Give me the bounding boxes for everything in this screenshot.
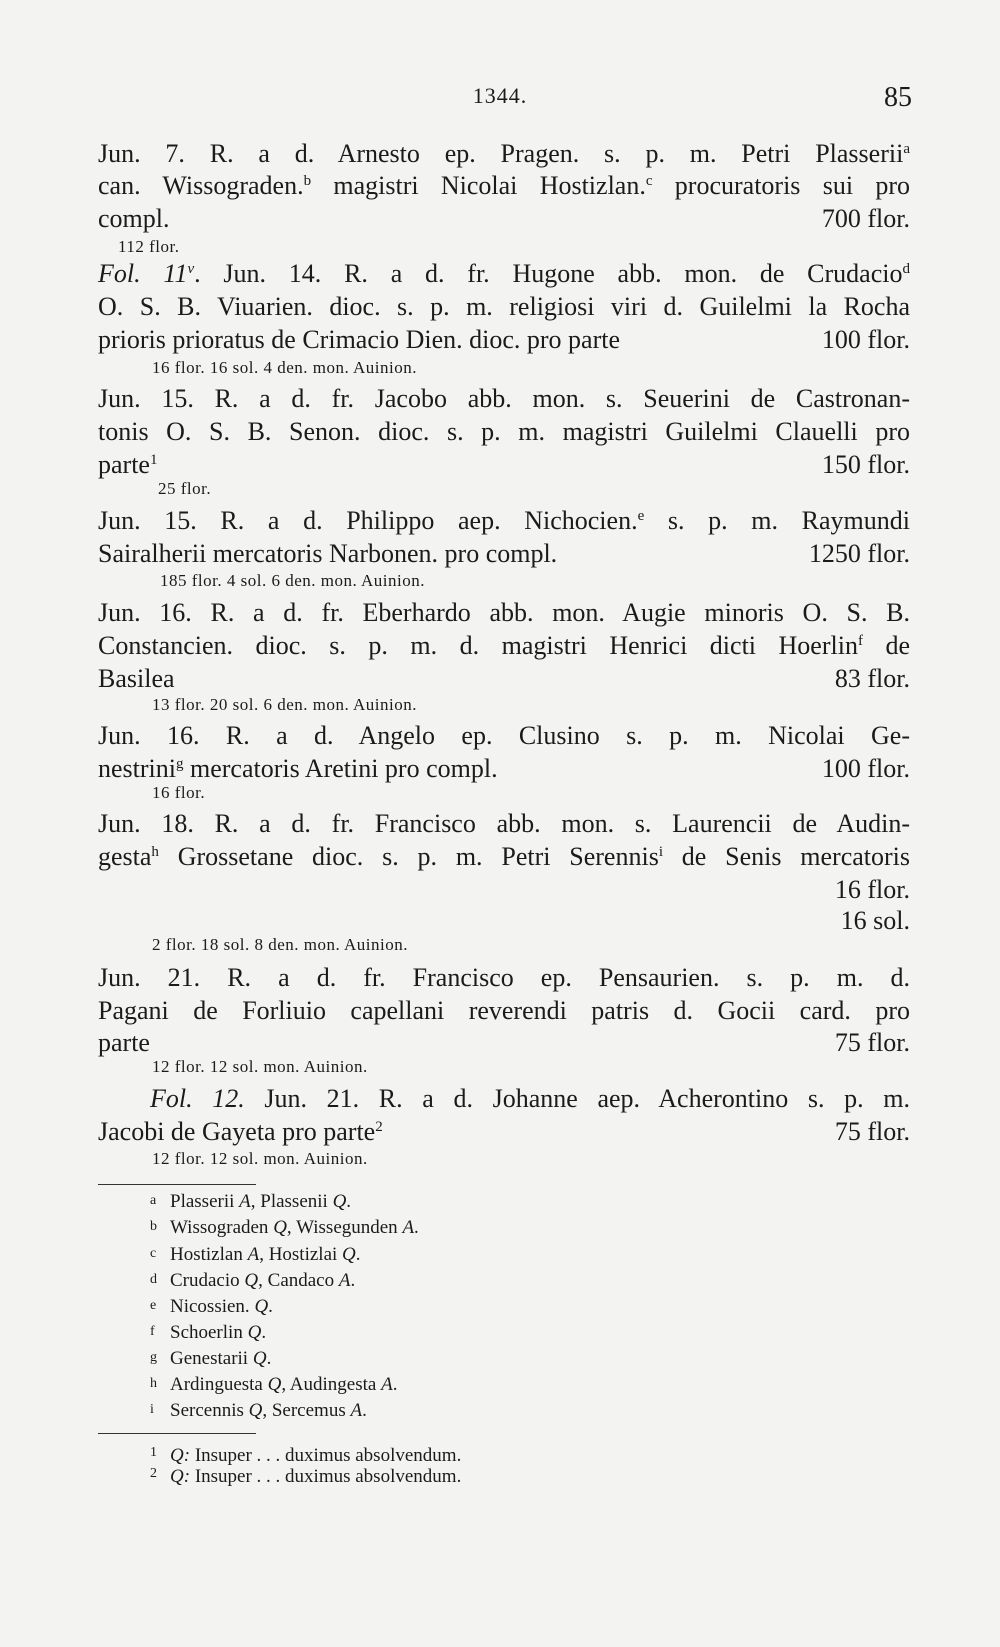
entry-line: Jun. 15. R. a d. Philippo aep. Nichocien.$^e$ s. p. m. Raymundi [98, 506, 911, 535]
entry-line: Jun. 16. R. a d. Angelo ep. Clusino s. p. m. Nicolai Ge- [98, 721, 910, 750]
entry-line: compl. 700 flor. [98, 204, 910, 233]
variant-note: h Ardinguesta Q, Audingesta A. [150, 1374, 398, 1395]
amount: 1250 flor. [808, 539, 910, 568]
entry-line: Fol. 11$^v$. Jun. 14. R. a d. fr. Hugone abb. mon. de Crudacio$^d$ [98, 259, 910, 288]
entry-subtotal: 16 flor. 16 sol. 4 den. mon. Auinion. [152, 358, 417, 377]
amount: 75 flor. [834, 1028, 910, 1057]
entry-line [98, 874, 910, 906]
amount: 100 flor. [821, 325, 910, 354]
entry-line: Sairalherii mercatoris Narbonen. pro compl. 1250 flor. [98, 539, 910, 568]
entry-line: Pagani de Forliuio capellani reverendi patris d. Gocii card. pro [98, 996, 910, 1025]
variant-note: e Nicossien. Q. [150, 1296, 273, 1317]
amount: 700 flor. [821, 204, 910, 233]
entry-line: tonis O. S. B. Senon. dioc. s. p. m. magistri Guilelmi Clauelli pro [98, 417, 910, 446]
amount: 75 flor. [834, 1117, 910, 1146]
entry-line: Basilea 83 flor. [98, 664, 910, 693]
variant-note: c Hostizlan A, Hostizlai Q. [150, 1244, 361, 1265]
entry-line: Jun. 15. R. a d. fr. Jacobo abb. mon. s. Seuerini de Castronan- [98, 384, 910, 413]
entry-line: O. S. B. Viuarien. dioc. s. p. m. religiosi viri d. Guilelmi la Rocha [98, 292, 910, 321]
entry-line [98, 905, 910, 937]
amount: 150 flor. [821, 450, 910, 479]
entry-subtotal: 112 flor. [118, 237, 180, 256]
variant-note: d Crudacio Q, Candaco A. [150, 1270, 356, 1291]
entry-subtotal: 185 flor. 4 sol. 6 den. mon. Auinion. [160, 571, 425, 590]
entry-line: gesta$^h$ Grossetane dioc. s. p. m. Petri Serennis$^i$ de Senis mercatoris [98, 842, 911, 871]
entry-subtotal: 12 flor. 12 sol. mon. Auinion. [152, 1057, 368, 1076]
entry-line: Jun. 21. R. a d. fr. Francisco ep. Pensaurien. s. p. m. d. [98, 963, 910, 992]
entry-subtotal: 2 flor. 18 sol. 8 den. mon. Auinion. [152, 935, 408, 954]
footnote-rule [98, 1184, 256, 1185]
entry-line: nestrini$^g$ mercatoris Aretini pro compl. 100 flor. [98, 754, 910, 783]
variant-note: i Sercennis Q, Sercemus A. [150, 1400, 367, 1421]
numbered-note: 2 Q: Insuper . . . duximus absolvendum. [150, 1466, 462, 1487]
entry-line: Constancien. dioc. s. p. m. d. magistri Henrici dicti Hoerlin$^f$ de [98, 631, 910, 660]
amount: 16 sol. [840, 906, 910, 935]
entry-line: Fol. 12. Jun. 21. R. a d. Johanne aep. Acherontino s. p. m. [150, 1084, 910, 1113]
entry-line: prioris prioratus de Crimacio Dien. dioc. pro parte 100 flor. [98, 325, 910, 354]
entry-subtotal: 16 flor. [152, 783, 206, 802]
entry-line: Jun. 7. R. a d. Arnesto ep. Pragen. s. p. m. Petri Plasserii$^a$ [98, 139, 910, 168]
variant-note: g Genestarii Q. [150, 1348, 272, 1369]
amount: 100 flor. [821, 754, 910, 783]
entry-line: Jun. 18. R. a d. fr. Francisco abb. mon. s. Laurencii de Audin- [98, 809, 910, 838]
entry-line: parte 75 flor. [98, 1028, 910, 1057]
entry-line: can. Wissograden.$^b$ magistri Nicolai Hostizlan.$^c$ procuratoris sui pro [98, 171, 910, 200]
entry-subtotal: 12 flor. 12 sol. mon. Auinion. [152, 1149, 368, 1168]
page-number: 85 [884, 82, 912, 113]
amount: 16 flor. [834, 875, 910, 904]
amount: 83 flor. [834, 664, 910, 693]
running-header-year: 1344. [472, 83, 528, 108]
entry-subtotal: 13 flor. 20 sol. 6 den. mon. Auinion. [152, 695, 417, 714]
footnote-rule [98, 1433, 256, 1434]
entry-line: parte$^1$ 150 flor. [98, 450, 910, 479]
variant-note: f Schoerlin Q. [150, 1322, 267, 1343]
entry-line: Jacobi de Gayeta pro parte$^2$ 75 flor. [98, 1117, 910, 1146]
entry-subtotal: 25 flor. [158, 479, 212, 498]
folio-ref: Fol. 11 [98, 259, 188, 288]
variant-note: b Wissograden Q, Wissegunden A. [150, 1217, 419, 1238]
entry-line: Jun. 16. R. a d. fr. Eberhardo abb. mon. Augie minoris O. S. B. [98, 598, 910, 627]
folio-ref: Fol. 12. [150, 1084, 245, 1113]
variant-note: a Plasserii A, Plassenii Q. [150, 1191, 352, 1212]
numbered-note: 1 Q: Insuper . . . duximus absolvendum. [150, 1445, 462, 1466]
